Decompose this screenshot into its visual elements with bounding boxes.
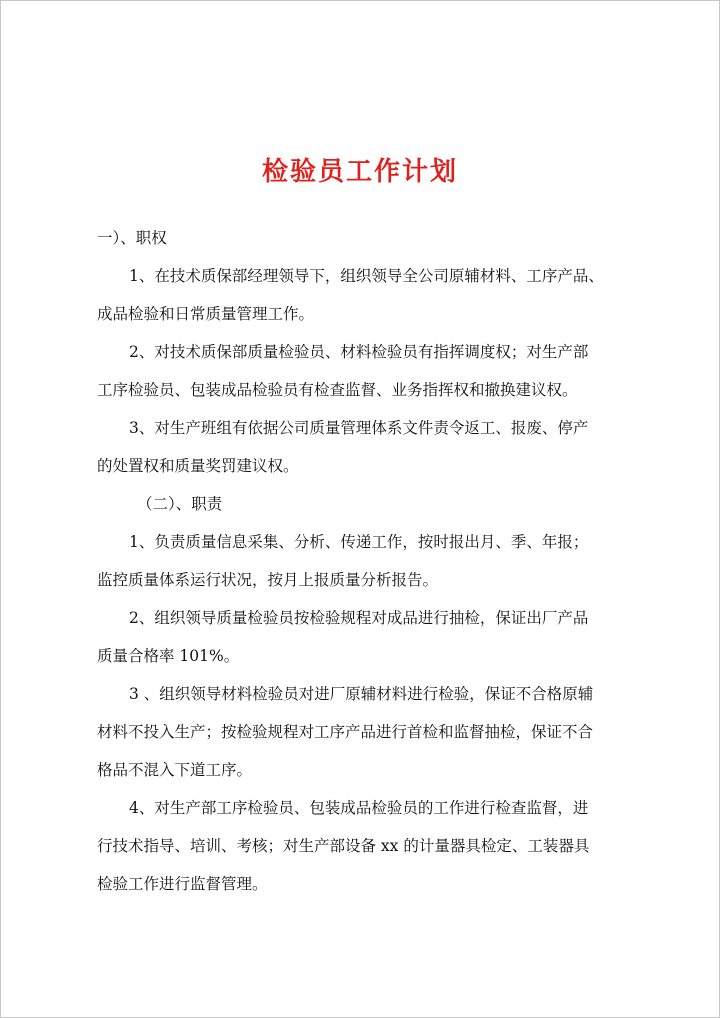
paragraph-line: 1、负责质量信息采集、分析、传递工作，按时报出月、季、年报； — [129, 533, 589, 551]
paragraph-line: 材料不投入生产；按检验规程对工序产品进行首检和监督抽检，保证不合 — [97, 723, 594, 741]
paragraph — [97, 599, 633, 675]
paragraph — [97, 789, 633, 903]
paragraph-line: 监控质量体系运行状况，按月上报质量分析报告。 — [97, 571, 439, 589]
paragraph — [97, 409, 633, 485]
paragraph-line: 2、组织领导质量检验员按检验规程对成品进行抽检，保证出厂产品 — [129, 609, 589, 627]
paragraph — [97, 257, 633, 333]
paragraph-line: 质量合格率 101%。 — [97, 647, 240, 665]
paragraph — [97, 675, 633, 789]
paragraph-line: 行技术指导、培训、考核；对生产部设备 xx 的计量器具检定、工装器具 — [97, 837, 590, 855]
paragraph-line: 的处置权和质量奖罚建议权。 — [97, 457, 299, 475]
paragraph — [97, 523, 633, 599]
paragraph-line: 1、在技术质保部经理领导下，组织领导全公司原辅材料、工序产品、 — [129, 267, 604, 285]
document-title: 检验员工作计划 — [261, 157, 458, 187]
section-heading-authority: 一）、职权 — [97, 229, 167, 247]
paragraph-line: 成品检验和日常质量管理工作。 — [97, 305, 315, 323]
document-body — [97, 219, 633, 903]
paragraph-line: 3、对生产班组有依据公司质量管理体系文件责令返工、报废、停产 — [129, 419, 589, 437]
paragraph-line: 检验工作进行监督管理。 — [97, 875, 268, 893]
paragraph-line: 2、对技术质保部质量检验员、材料检验员有指挥调度权；对生产部 — [129, 343, 589, 361]
paragraph — [97, 333, 633, 409]
paragraph-line: 工序检验员、包装成品检验员有检查监督、业务指挥权和撤换建议权。 — [97, 381, 578, 399]
paragraph-line: 3 、组织领导材料检验员对进厂原辅材料进行检验，保证不合格原辅 — [129, 685, 594, 703]
section-heading-responsibilities: （二）、职责 — [137, 495, 223, 513]
paragraph-line: 4、对生产部工序检验员、包装成品检验员的工作进行检查监督，进 — [129, 799, 589, 817]
paragraph-line: 格品不混入下道工序。 — [97, 761, 253, 779]
